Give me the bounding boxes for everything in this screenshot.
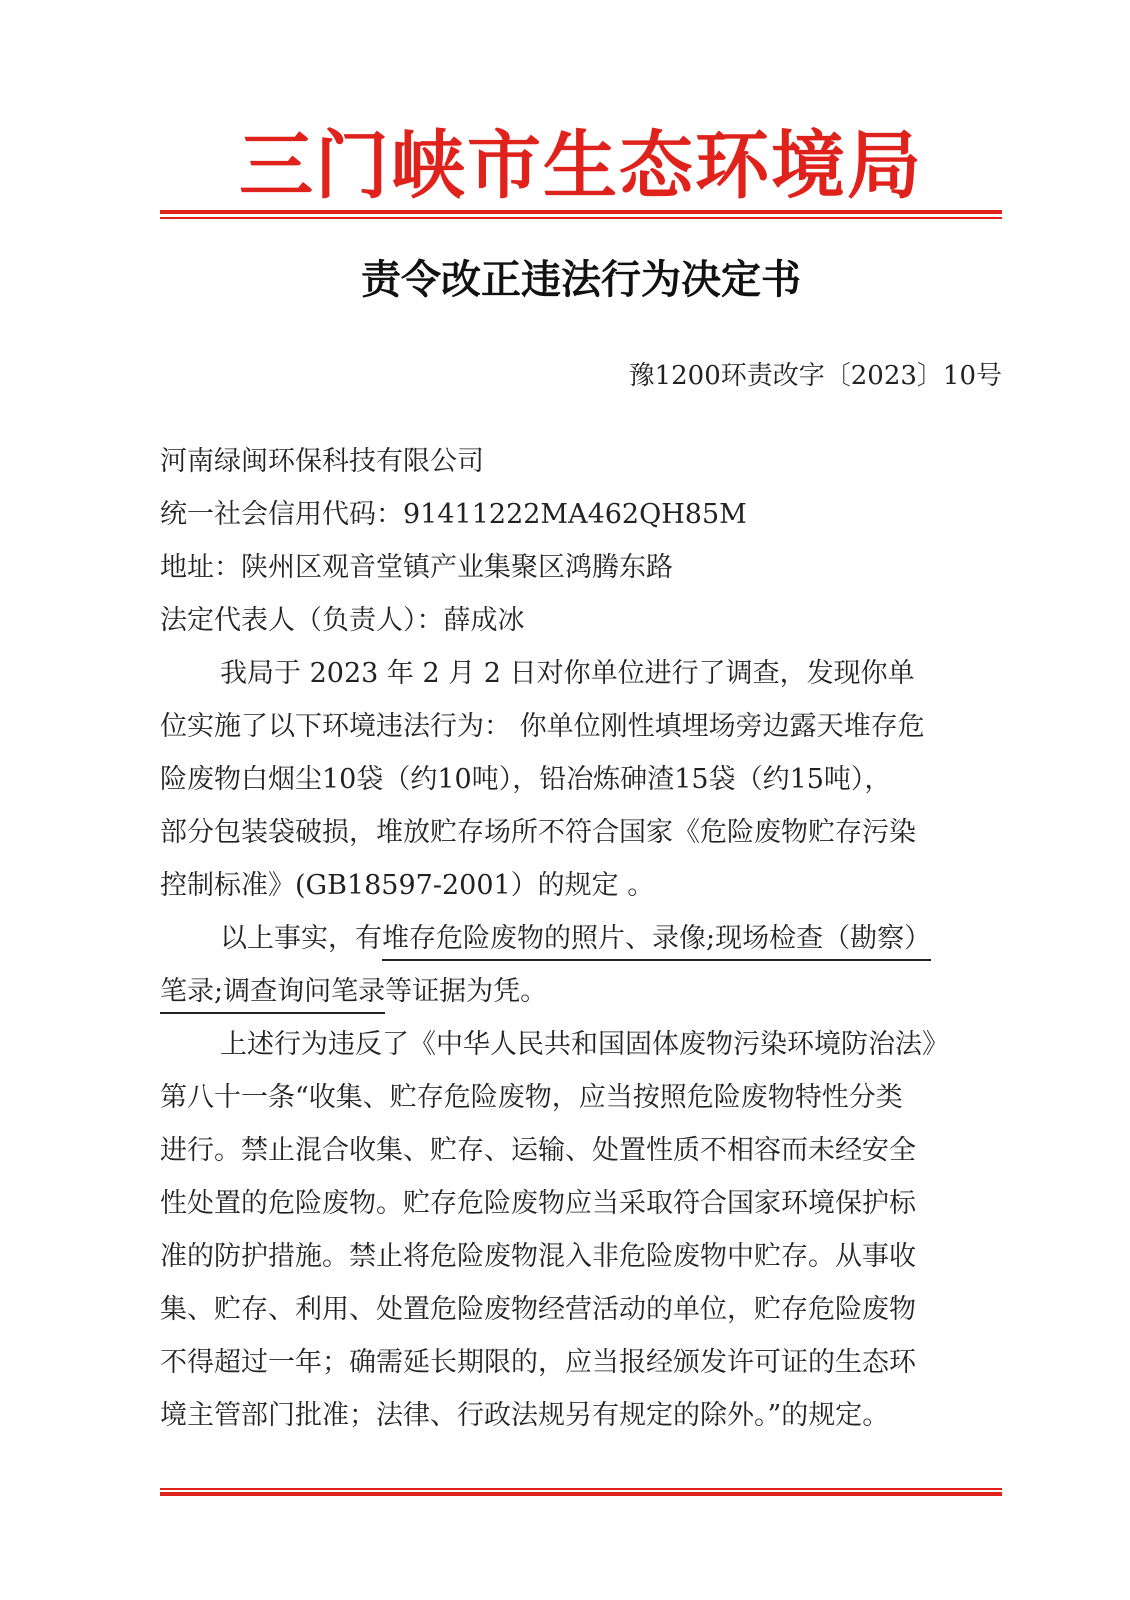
recipient-legal-rep: 法定代表人（负责人）：薛成冰 (160, 605, 525, 636)
evidence-prefix: 以上事实，有 (220, 923, 382, 954)
paragraph-1-line: 控制标准》(GB18597-2001）的规定 。 (160, 870, 655, 901)
evidence-underlined-2: 笔录;调查询问笔录 (160, 972, 385, 1014)
recipient-address: 地址：陕州区观音堂镇产业集聚区鸿腾东路 (160, 552, 673, 583)
paragraph-1-line: 位实施了以下环境违法行为： 你单位刚性填埋场旁边露天堆存危 (160, 711, 925, 742)
recipient-company: 河南绿闽环保科技有限公司 (160, 446, 484, 477)
paragraph-3-line: 性处置的危险废物。贮存危险废物应当采取符合国家环境保护标 (160, 1188, 916, 1219)
document-title: 责令改正违法行为决定书 (361, 256, 801, 303)
paragraph-2-line (160, 972, 547, 1014)
paragraph-3-line: 上述行为违反了《中华人民共和国固体废物污染环境防治法》 (220, 1029, 949, 1060)
evidence-underlined-1: 堆存危险废物的照片、录像;现场检查（勘察） (382, 919, 931, 961)
letterhead-rule-thick (160, 210, 1002, 214)
paragraph-3-line: 不得超过一年；确需延长期限的，应当报经颁发许可证的生态环 (160, 1347, 916, 1378)
letterhead-rule-thin (160, 217, 1002, 219)
document-number: 豫1200环责改字〔2023〕10号 (628, 361, 1002, 391)
paragraph-2-line (220, 919, 931, 961)
paragraph-1-line: 部分包装袋破损，堆放贮存场所不符合国家《危险废物贮存污染 (160, 817, 916, 848)
recipient-credit-code: 统一社会信用代码：91411222MA462QH85M (160, 499, 747, 530)
paragraph-1-line: 我局于 2023 年 2 月 2 日对你单位进行了调查，发现你单 (220, 658, 915, 689)
paragraph-3-line: 第八十一条“收集、贮存危险废物，应当按照危险废物特性分类 (160, 1082, 903, 1113)
letterhead-agency-name: 三门峡市生态环境局 (239, 123, 923, 209)
paragraph-1-line: 险废物白烟尘10袋（约10吨），铅冶炼砷渣15袋（约15吨）， (160, 764, 892, 795)
paragraph-3-line: 集、贮存、利用、处置危险废物经营活动的单位，贮存危险废物 (160, 1294, 916, 1325)
paragraph-3-line: 准的防护措施。禁止将危险废物混入非危险废物中贮存。从事收 (160, 1241, 916, 1272)
footer-rule-thick (160, 1492, 1002, 1496)
paragraph-3-line: 进行。禁止混合收集、贮存、运输、处置性质不相容而未经安全 (160, 1135, 916, 1166)
footer-rule-thin (160, 1488, 1002, 1490)
paragraph-3-line: 境主管部门批准；法律、行政法规另有规定的除外。”的规定。 (160, 1400, 890, 1431)
evidence-suffix: 等证据为凭。 (385, 976, 548, 1007)
